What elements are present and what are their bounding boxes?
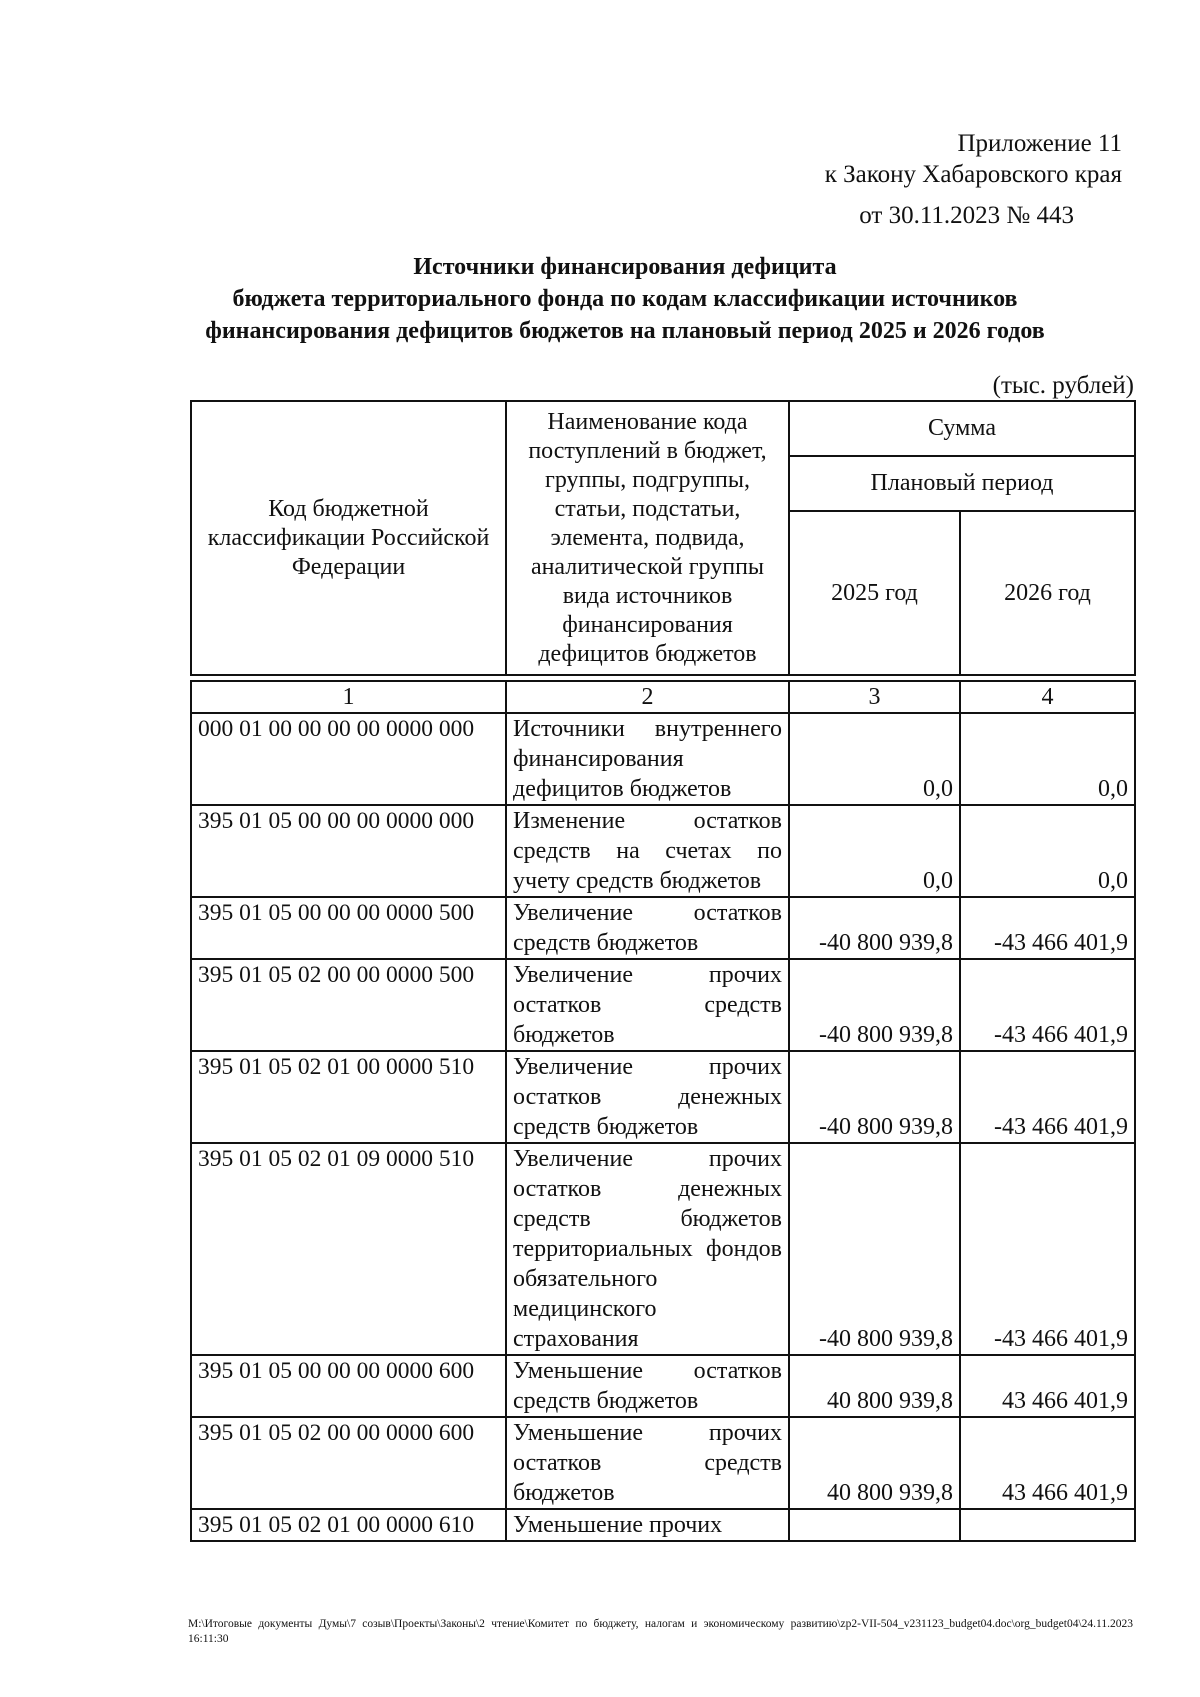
row-name: Увеличение прочих остатков денежных средств бюджетов bbox=[506, 1051, 789, 1143]
row-value-2025 bbox=[789, 1509, 960, 1541]
row-value-2026: 0,0 bbox=[960, 713, 1135, 805]
table-row bbox=[191, 805, 1135, 897]
table-header bbox=[190, 400, 1136, 676]
table-row bbox=[191, 1355, 1135, 1417]
law-date-number: от 30.11.2023 № 443 bbox=[859, 202, 1074, 229]
data-table bbox=[190, 680, 1136, 1542]
table-row bbox=[191, 897, 1135, 959]
row-code: 395 01 05 02 00 00 0000 500 bbox=[191, 959, 506, 1051]
file-path-footer: M:\Итоговые документы Думы\7 созыв\Проекты\Законы\2 чтение\Комитет по бюджету, налогам и экономическому развитию\zp2-VII-504_v231123_budget04.doc\org_budget04\24.11.2023 16:11:30 bbox=[188, 1618, 1133, 1645]
header-planned-period: Плановый период bbox=[789, 456, 1135, 511]
document-title bbox=[150, 251, 1100, 347]
header-name: Наименование кода поступлений в бюджет, группы, подгруппы, статьи, подстатьи, элемента, подвида, аналитической группы вида источников финансирования дефицитов бюджетов bbox=[506, 401, 789, 675]
law-reference: к Закону Хабаровского края bbox=[824, 161, 1122, 188]
column-number: 1 bbox=[191, 681, 506, 713]
header-year-2026: 2026 год bbox=[960, 511, 1135, 675]
table-row bbox=[191, 1143, 1135, 1355]
row-name: Уменьшение прочих bbox=[506, 1509, 789, 1541]
row-value-2025: 40 800 939,8 bbox=[789, 1355, 960, 1417]
row-code: 395 01 05 02 01 00 0000 510 bbox=[191, 1051, 506, 1143]
row-value-2025: -40 800 939,8 bbox=[789, 959, 960, 1051]
row-value-2025: -40 800 939,8 bbox=[789, 897, 960, 959]
row-name: Изменение остатков средств на счетах по учету средств бюджетов bbox=[506, 805, 789, 897]
table-row bbox=[191, 1417, 1135, 1509]
row-name: Увеличение прочих остатков денежных средств бюджетов территориальных фондов обязательного медицинского страхования bbox=[506, 1143, 789, 1355]
appendix-number: Приложение 11 bbox=[957, 130, 1122, 157]
document-header bbox=[825, 128, 1122, 231]
row-value-2026: -43 466 401,9 bbox=[960, 1051, 1135, 1143]
row-code: 395 01 05 00 00 00 0000 600 bbox=[191, 1355, 506, 1417]
row-name: Уменьшение остатков средств бюджетов bbox=[506, 1355, 789, 1417]
row-value-2025: 40 800 939,8 bbox=[789, 1417, 960, 1509]
row-value-2026: 0,0 bbox=[960, 805, 1135, 897]
row-code: 395 01 05 02 01 00 0000 610 bbox=[191, 1509, 506, 1541]
row-code: 395 01 05 02 01 09 0000 510 bbox=[191, 1143, 506, 1355]
column-number: 3 bbox=[789, 681, 960, 713]
row-name: Увеличение остатков средств бюджетов bbox=[506, 897, 789, 959]
row-code: 395 01 05 00 00 00 0000 000 bbox=[191, 805, 506, 897]
title-line-3: финансирования дефицитов бюджетов на плановый период 2025 и 2026 годов bbox=[205, 318, 1045, 344]
row-code: 395 01 05 00 00 00 0000 500 bbox=[191, 897, 506, 959]
row-code: 395 01 05 02 00 00 0000 600 bbox=[191, 1417, 506, 1509]
title-line-1: Источники финансирования дефицита bbox=[413, 254, 837, 280]
row-value-2026: 43 466 401,9 bbox=[960, 1355, 1135, 1417]
row-value-2025: -40 800 939,8 bbox=[789, 1143, 960, 1355]
header-code: Код бюджетной классификации Российской Федерации bbox=[191, 401, 506, 675]
row-value-2026: -43 466 401,9 bbox=[960, 1143, 1135, 1355]
row-value-2025: 0,0 bbox=[789, 805, 960, 897]
row-value-2026: -43 466 401,9 bbox=[960, 897, 1135, 959]
row-value-2026: 43 466 401,9 bbox=[960, 1417, 1135, 1509]
column-number: 4 bbox=[960, 681, 1135, 713]
row-name: Уменьшение прочих остатков средств бюджетов bbox=[506, 1417, 789, 1509]
row-value-2025: -40 800 939,8 bbox=[789, 1051, 960, 1143]
column-number: 2 bbox=[506, 681, 789, 713]
row-name: Увеличение прочих остатков средств бюджетов bbox=[506, 959, 789, 1051]
row-name: Источники внутреннего финансирования дефицитов бюджетов bbox=[506, 713, 789, 805]
title-line-2: бюджета территориального фонда по кодам классификации источников bbox=[232, 286, 1018, 312]
units-label: (тыс. рублей) bbox=[992, 372, 1134, 399]
table-row bbox=[191, 1509, 1135, 1541]
header-year-2025: 2025 год bbox=[789, 511, 960, 675]
header-sum: Сумма bbox=[789, 401, 1135, 456]
table-row bbox=[191, 1051, 1135, 1143]
row-code: 000 01 00 00 00 00 0000 000 bbox=[191, 713, 506, 805]
row-value-2025: 0,0 bbox=[789, 713, 960, 805]
row-value-2026: -43 466 401,9 bbox=[960, 959, 1135, 1051]
table-row bbox=[191, 713, 1135, 805]
column-numbers-row bbox=[191, 681, 1135, 713]
table-row bbox=[191, 959, 1135, 1051]
row-value-2026 bbox=[960, 1509, 1135, 1541]
